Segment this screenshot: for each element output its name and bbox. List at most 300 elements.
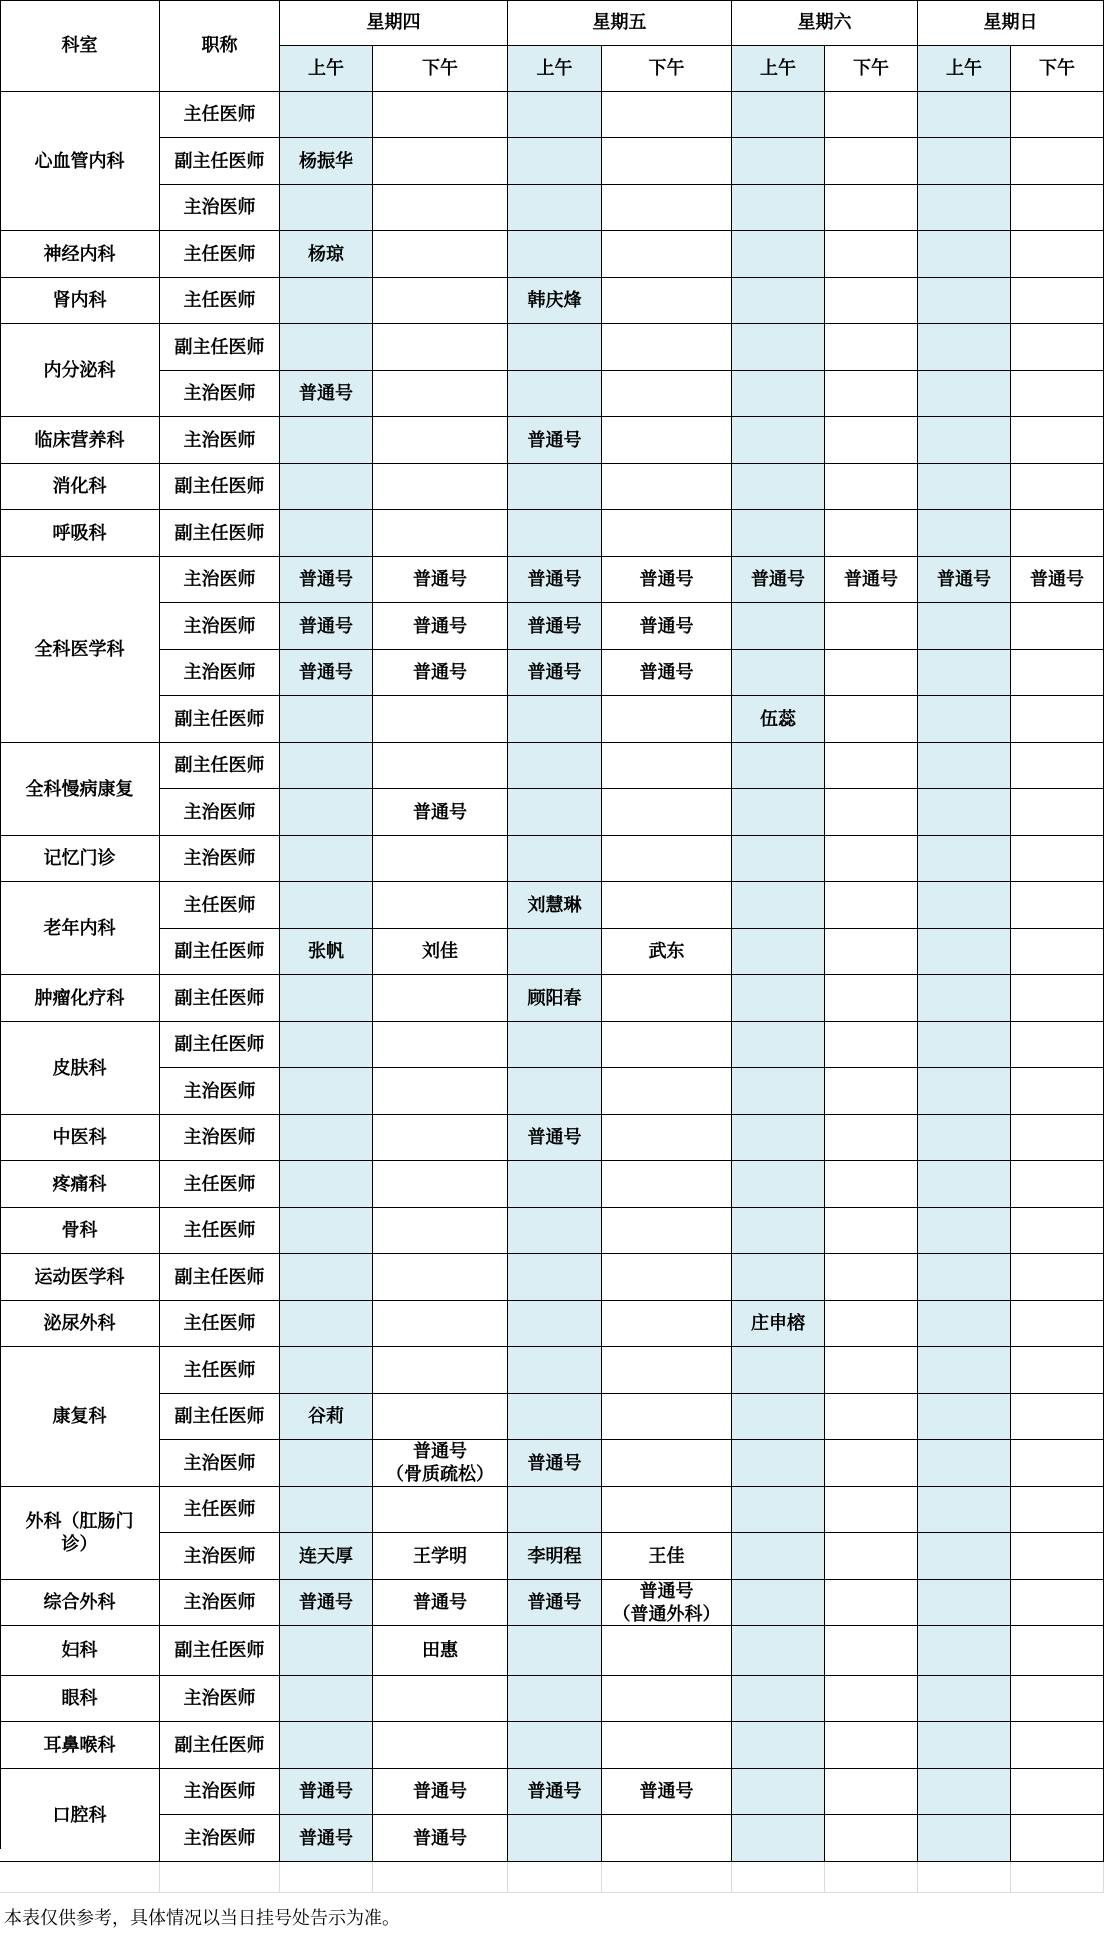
slot-cell: [508, 464, 602, 510]
row-title: 主治医师: [160, 371, 280, 417]
slot-cell: [1011, 278, 1104, 324]
slot-cell: [373, 1022, 508, 1068]
slot-cell: [602, 1676, 732, 1722]
slot-cell: [918, 929, 1011, 975]
slot-cell: 普通号: [508, 557, 602, 603]
header-am: 上午: [918, 46, 1011, 92]
slot-cell: [825, 1022, 918, 1068]
slot-cell: [825, 1440, 918, 1487]
slot-cell: 普通号: [373, 557, 508, 603]
row-title: 主任医师: [160, 1208, 280, 1254]
slot-cell: [280, 1347, 373, 1394]
slot-cell: 王佳: [602, 1533, 732, 1580]
slot-cell: [732, 371, 825, 417]
slot-cell: [602, 1022, 732, 1068]
slot-cell: [918, 1161, 1011, 1208]
slot-cell: [602, 1487, 732, 1533]
slot-cell: [373, 1722, 508, 1769]
slot-cell: [1011, 1815, 1104, 1862]
row-title: 主治医师: [160, 1580, 280, 1626]
slot-cell: [1011, 1626, 1104, 1676]
empty-grid-cell: [732, 1862, 825, 1893]
slot-cell: 田惠: [373, 1626, 508, 1676]
slot-cell: [732, 1676, 825, 1722]
slot-cell: [1011, 929, 1104, 975]
slot-cell: [373, 1487, 508, 1533]
slot-cell: [373, 1254, 508, 1301]
row-title: 主治医师: [160, 1815, 280, 1862]
row-title: 副主任医师: [160, 1722, 280, 1769]
slot-cell: [602, 92, 732, 138]
slot-cell: [732, 92, 825, 138]
slot-cell: [280, 1301, 373, 1347]
slot-cell: [918, 1580, 1011, 1626]
header-pm: 下午: [825, 46, 918, 92]
slot-cell: [602, 417, 732, 464]
row-title: 主治医师: [160, 1115, 280, 1161]
slot-cell: [825, 185, 918, 231]
row-title: 主治医师: [160, 603, 280, 650]
slot-cell: [602, 743, 732, 789]
empty-grid-cell: [0, 1862, 160, 1893]
department-name: 老年内科: [0, 882, 160, 975]
row-title: 主治医师: [160, 1440, 280, 1487]
slot-cell: [1011, 417, 1104, 464]
slot-cell: [1011, 92, 1104, 138]
slot-cell: [1011, 1115, 1104, 1161]
slot-cell: [508, 1347, 602, 1394]
slot-cell: [825, 1676, 918, 1722]
slot-cell: [825, 1068, 918, 1115]
slot-cell: [602, 1722, 732, 1769]
slot-cell: 韩庆烽: [508, 278, 602, 324]
slot-cell: [280, 278, 373, 324]
row-title: 副主任医师: [160, 510, 280, 557]
slot-cell: 普通号: [602, 1769, 732, 1815]
slot-cell: [280, 1115, 373, 1161]
slot-cell: [825, 1208, 918, 1254]
row-title: 主任医师: [160, 231, 280, 278]
slot-cell: [918, 417, 1011, 464]
slot-cell: [825, 929, 918, 975]
empty-grid-cell: [508, 1862, 602, 1893]
slot-cell: [1011, 789, 1104, 836]
header-am: 上午: [508, 46, 602, 92]
slot-cell: [1011, 1301, 1104, 1347]
slot-cell: [373, 1347, 508, 1394]
slot-cell: [602, 324, 732, 371]
slot-cell: [825, 696, 918, 743]
slot-cell: 刘佳: [373, 929, 508, 975]
slot-cell: [1011, 882, 1104, 929]
department-name: 综合外科: [0, 1580, 160, 1626]
slot-cell: [918, 185, 1011, 231]
department-name: 全科医学科: [0, 557, 160, 743]
slot-cell: [508, 92, 602, 138]
slot-cell: [918, 464, 1011, 510]
empty-grid-cell: [280, 1862, 373, 1893]
slot-cell: [602, 1115, 732, 1161]
slot-cell: [732, 417, 825, 464]
slot-cell: 普通号: [508, 1440, 602, 1487]
slot-cell: [825, 650, 918, 696]
slot-cell: [918, 1068, 1011, 1115]
department-name: 全科慢病康复: [0, 743, 160, 836]
slot-cell: [280, 185, 373, 231]
slot-cell: [508, 1676, 602, 1722]
slot-cell: [373, 696, 508, 743]
slot-cell: [825, 371, 918, 417]
slot-cell: 普通号: [508, 650, 602, 696]
row-title: 主治医师: [160, 836, 280, 882]
slot-cell: [732, 603, 825, 650]
department-name: 口腔科: [0, 1769, 160, 1862]
slot-cell: [373, 836, 508, 882]
slot-cell: [508, 1022, 602, 1068]
slot-cell: [1011, 650, 1104, 696]
row-title: 主任医师: [160, 1161, 280, 1208]
slot-cell: [918, 371, 1011, 417]
slot-cell: [732, 743, 825, 789]
slot-cell: [280, 1626, 373, 1676]
slot-cell: [732, 1440, 825, 1487]
slot-cell: [508, 1394, 602, 1440]
slot-cell: 普通号: [373, 1815, 508, 1862]
header-day: 星期五: [508, 0, 732, 46]
slot-cell: [918, 1394, 1011, 1440]
empty-grid-cell: [373, 1862, 508, 1893]
slot-cell: [1011, 743, 1104, 789]
slot-cell: [732, 1580, 825, 1626]
slot-cell: [825, 138, 918, 185]
slot-cell: [373, 1394, 508, 1440]
footnote: 本表仅供参考，具体情况以当日挂号处告示为准。: [4, 1908, 400, 1929]
slot-cell: [918, 1487, 1011, 1533]
slot-cell: [732, 1254, 825, 1301]
department-name: 消化科: [0, 464, 160, 510]
slot-cell: [732, 929, 825, 975]
slot-cell: [732, 1115, 825, 1161]
slot-cell: [732, 464, 825, 510]
slot-cell: [1011, 1533, 1104, 1580]
slot-cell: [508, 138, 602, 185]
empty-grid-cell: [918, 1862, 1011, 1893]
slot-cell: [825, 1722, 918, 1769]
slot-cell: [918, 1115, 1011, 1161]
department-name: 皮肤科: [0, 1022, 160, 1115]
slot-cell: [732, 1347, 825, 1394]
slot-cell: [918, 1722, 1011, 1769]
slot-cell: [280, 1676, 373, 1722]
slot-cell: 普通号: [280, 1769, 373, 1815]
slot-cell: 普通号 （普通外科）: [602, 1580, 732, 1626]
slot-cell: [602, 1815, 732, 1862]
slot-cell: [825, 882, 918, 929]
slot-cell: [1011, 1676, 1104, 1722]
slot-cell: 杨琼: [280, 231, 373, 278]
slot-cell: [602, 1254, 732, 1301]
row-title: 副主任医师: [160, 1022, 280, 1068]
department-name: 骨科: [0, 1208, 160, 1254]
slot-cell: [1011, 1487, 1104, 1533]
slot-cell: [732, 882, 825, 929]
header-day: 星期日: [918, 0, 1104, 46]
row-title: 副主任医师: [160, 324, 280, 371]
department-name: 运动医学科: [0, 1254, 160, 1301]
slot-cell: [508, 1487, 602, 1533]
slot-cell: [918, 324, 1011, 371]
slot-cell: [918, 1022, 1011, 1068]
slot-cell: [373, 743, 508, 789]
slot-cell: [373, 975, 508, 1022]
slot-cell: [280, 789, 373, 836]
slot-cell: [918, 1815, 1011, 1862]
slot-cell: [280, 324, 373, 371]
slot-cell: [373, 278, 508, 324]
slot-cell: [1011, 231, 1104, 278]
slot-cell: 普通号: [280, 1580, 373, 1626]
slot-cell: [1011, 324, 1104, 371]
slot-cell: [508, 789, 602, 836]
slot-cell: [373, 464, 508, 510]
slot-cell: [918, 1769, 1011, 1815]
slot-cell: [732, 231, 825, 278]
header-day: 星期六: [732, 0, 918, 46]
header-am: 上午: [732, 46, 825, 92]
slot-cell: [508, 1301, 602, 1347]
slot-cell: [825, 1626, 918, 1676]
row-title: 主治医师: [160, 1533, 280, 1580]
slot-cell: 普通号: [280, 603, 373, 650]
slot-cell: [602, 696, 732, 743]
slot-cell: 普通号 （骨质疏松）: [373, 1440, 508, 1487]
slot-cell: [508, 1626, 602, 1676]
row-title: 主任医师: [160, 278, 280, 324]
slot-cell: [732, 510, 825, 557]
slot-cell: [280, 1487, 373, 1533]
slot-cell: [732, 1533, 825, 1580]
slot-cell: [732, 1769, 825, 1815]
slot-cell: [825, 1254, 918, 1301]
slot-cell: 普通号: [373, 1580, 508, 1626]
slot-cell: [373, 417, 508, 464]
slot-cell: [1011, 510, 1104, 557]
row-title: 主任医师: [160, 1347, 280, 1394]
slot-cell: [373, 1676, 508, 1722]
row-title: 副主任医师: [160, 929, 280, 975]
slot-cell: [918, 836, 1011, 882]
slot-cell: 顾阳春: [508, 975, 602, 1022]
row-title: 副主任医师: [160, 743, 280, 789]
slot-cell: [602, 1394, 732, 1440]
slot-cell: [732, 1722, 825, 1769]
slot-cell: [918, 1208, 1011, 1254]
slot-cell: 普通号: [508, 1115, 602, 1161]
row-title: 副主任医师: [160, 138, 280, 185]
header-day: 星期四: [280, 0, 508, 46]
slot-cell: 武东: [602, 929, 732, 975]
slot-cell: 普通号: [732, 557, 825, 603]
slot-cell: [825, 975, 918, 1022]
slot-cell: [825, 464, 918, 510]
slot-cell: [602, 278, 732, 324]
slot-cell: [508, 1722, 602, 1769]
slot-cell: [825, 1394, 918, 1440]
slot-cell: 普通号: [280, 557, 373, 603]
header-pm: 下午: [373, 46, 508, 92]
slot-cell: [602, 1440, 732, 1487]
slot-cell: [280, 1440, 373, 1487]
slot-cell: [373, 324, 508, 371]
slot-cell: [732, 1068, 825, 1115]
row-title: 副主任医师: [160, 1626, 280, 1676]
slot-cell: [918, 743, 1011, 789]
slot-cell: 张帆: [280, 929, 373, 975]
row-title: 副主任医师: [160, 696, 280, 743]
slot-cell: [825, 789, 918, 836]
department-name: 神经内科: [0, 231, 160, 278]
slot-cell: [918, 138, 1011, 185]
slot-cell: [602, 1068, 732, 1115]
slot-cell: [825, 92, 918, 138]
slot-cell: [825, 836, 918, 882]
slot-cell: 普通号: [508, 417, 602, 464]
slot-cell: 普通号: [602, 603, 732, 650]
slot-cell: [918, 231, 1011, 278]
slot-cell: [918, 1301, 1011, 1347]
slot-cell: [1011, 836, 1104, 882]
slot-cell: [918, 92, 1011, 138]
header-department: 科室: [0, 0, 160, 92]
slot-cell: [732, 975, 825, 1022]
slot-cell: [508, 836, 602, 882]
slot-cell: 普通号: [373, 603, 508, 650]
slot-cell: [732, 1815, 825, 1862]
slot-cell: [508, 696, 602, 743]
slot-cell: [1011, 1068, 1104, 1115]
row-title: 副主任医师: [160, 1254, 280, 1301]
slot-cell: [918, 1254, 1011, 1301]
slot-cell: [732, 1208, 825, 1254]
slot-cell: [508, 231, 602, 278]
slot-cell: [602, 185, 732, 231]
slot-cell: [825, 1815, 918, 1862]
slot-cell: [280, 696, 373, 743]
row-title: 主治医师: [160, 417, 280, 464]
slot-cell: [825, 1301, 918, 1347]
row-title: 主治医师: [160, 1769, 280, 1815]
row-title: 主治医师: [160, 1676, 280, 1722]
department-name: 中医科: [0, 1115, 160, 1161]
department-name: 肿瘤化疗科: [0, 975, 160, 1022]
slot-cell: 普通号: [373, 1769, 508, 1815]
slot-cell: [732, 836, 825, 882]
slot-cell: [1011, 138, 1104, 185]
slot-cell: [732, 1022, 825, 1068]
slot-cell: [1011, 1347, 1104, 1394]
slot-cell: [825, 1161, 918, 1208]
slot-cell: [602, 1161, 732, 1208]
slot-cell: [373, 1208, 508, 1254]
slot-cell: [280, 975, 373, 1022]
slot-cell: 连天厚: [280, 1533, 373, 1580]
slot-cell: 普通号: [280, 1815, 373, 1862]
slot-cell: [918, 975, 1011, 1022]
slot-cell: [508, 1068, 602, 1115]
slot-cell: [508, 1161, 602, 1208]
slot-cell: [825, 324, 918, 371]
slot-cell: [280, 743, 373, 789]
slot-cell: 普通号: [280, 650, 373, 696]
slot-cell: 李明程: [508, 1533, 602, 1580]
department-name: 疼痛科: [0, 1161, 160, 1208]
slot-cell: [1011, 1394, 1104, 1440]
slot-cell: [918, 278, 1011, 324]
department-name: 肾内科: [0, 278, 160, 324]
slot-cell: [825, 1347, 918, 1394]
slot-cell: [918, 1347, 1011, 1394]
empty-grid-cell: [825, 1862, 918, 1893]
row-title: 主治医师: [160, 1068, 280, 1115]
slot-cell: [373, 92, 508, 138]
empty-grid-cell: [1011, 1862, 1104, 1893]
slot-cell: [602, 1208, 732, 1254]
row-title: 主任医师: [160, 1487, 280, 1533]
slot-cell: 普通号: [602, 557, 732, 603]
slot-cell: [280, 417, 373, 464]
department-name: 呼吸科: [0, 510, 160, 557]
slot-cell: [732, 1161, 825, 1208]
slot-cell: [918, 1626, 1011, 1676]
slot-cell: 普通号: [280, 371, 373, 417]
slot-cell: [280, 1208, 373, 1254]
slot-cell: [918, 1533, 1011, 1580]
slot-cell: [280, 1254, 373, 1301]
slot-cell: [1011, 185, 1104, 231]
slot-cell: [732, 1626, 825, 1676]
slot-cell: [732, 138, 825, 185]
slot-cell: [732, 185, 825, 231]
slot-cell: [602, 789, 732, 836]
slot-cell: [373, 1115, 508, 1161]
slot-cell: [508, 510, 602, 557]
slot-cell: [825, 231, 918, 278]
slot-cell: [373, 185, 508, 231]
slot-cell: [825, 1487, 918, 1533]
slot-cell: [280, 1068, 373, 1115]
empty-grid-cell: [602, 1862, 732, 1893]
row-title: 副主任医师: [160, 1394, 280, 1440]
slot-cell: [1011, 371, 1104, 417]
slot-cell: [825, 510, 918, 557]
slot-cell: [1011, 1722, 1104, 1769]
slot-cell: [825, 1580, 918, 1626]
slot-cell: [508, 743, 602, 789]
slot-cell: [1011, 603, 1104, 650]
slot-cell: [602, 1301, 732, 1347]
slot-cell: [1011, 1769, 1104, 1815]
slot-cell: 普通号: [602, 650, 732, 696]
slot-cell: 普通号: [508, 1769, 602, 1815]
row-title: 主任医师: [160, 882, 280, 929]
row-title: 主任医师: [160, 1301, 280, 1347]
slot-cell: [280, 1161, 373, 1208]
slot-cell: [602, 138, 732, 185]
slot-cell: [918, 1440, 1011, 1487]
slot-cell: 谷莉: [280, 1394, 373, 1440]
row-title: 主治医师: [160, 185, 280, 231]
slot-cell: 王学明: [373, 1533, 508, 1580]
